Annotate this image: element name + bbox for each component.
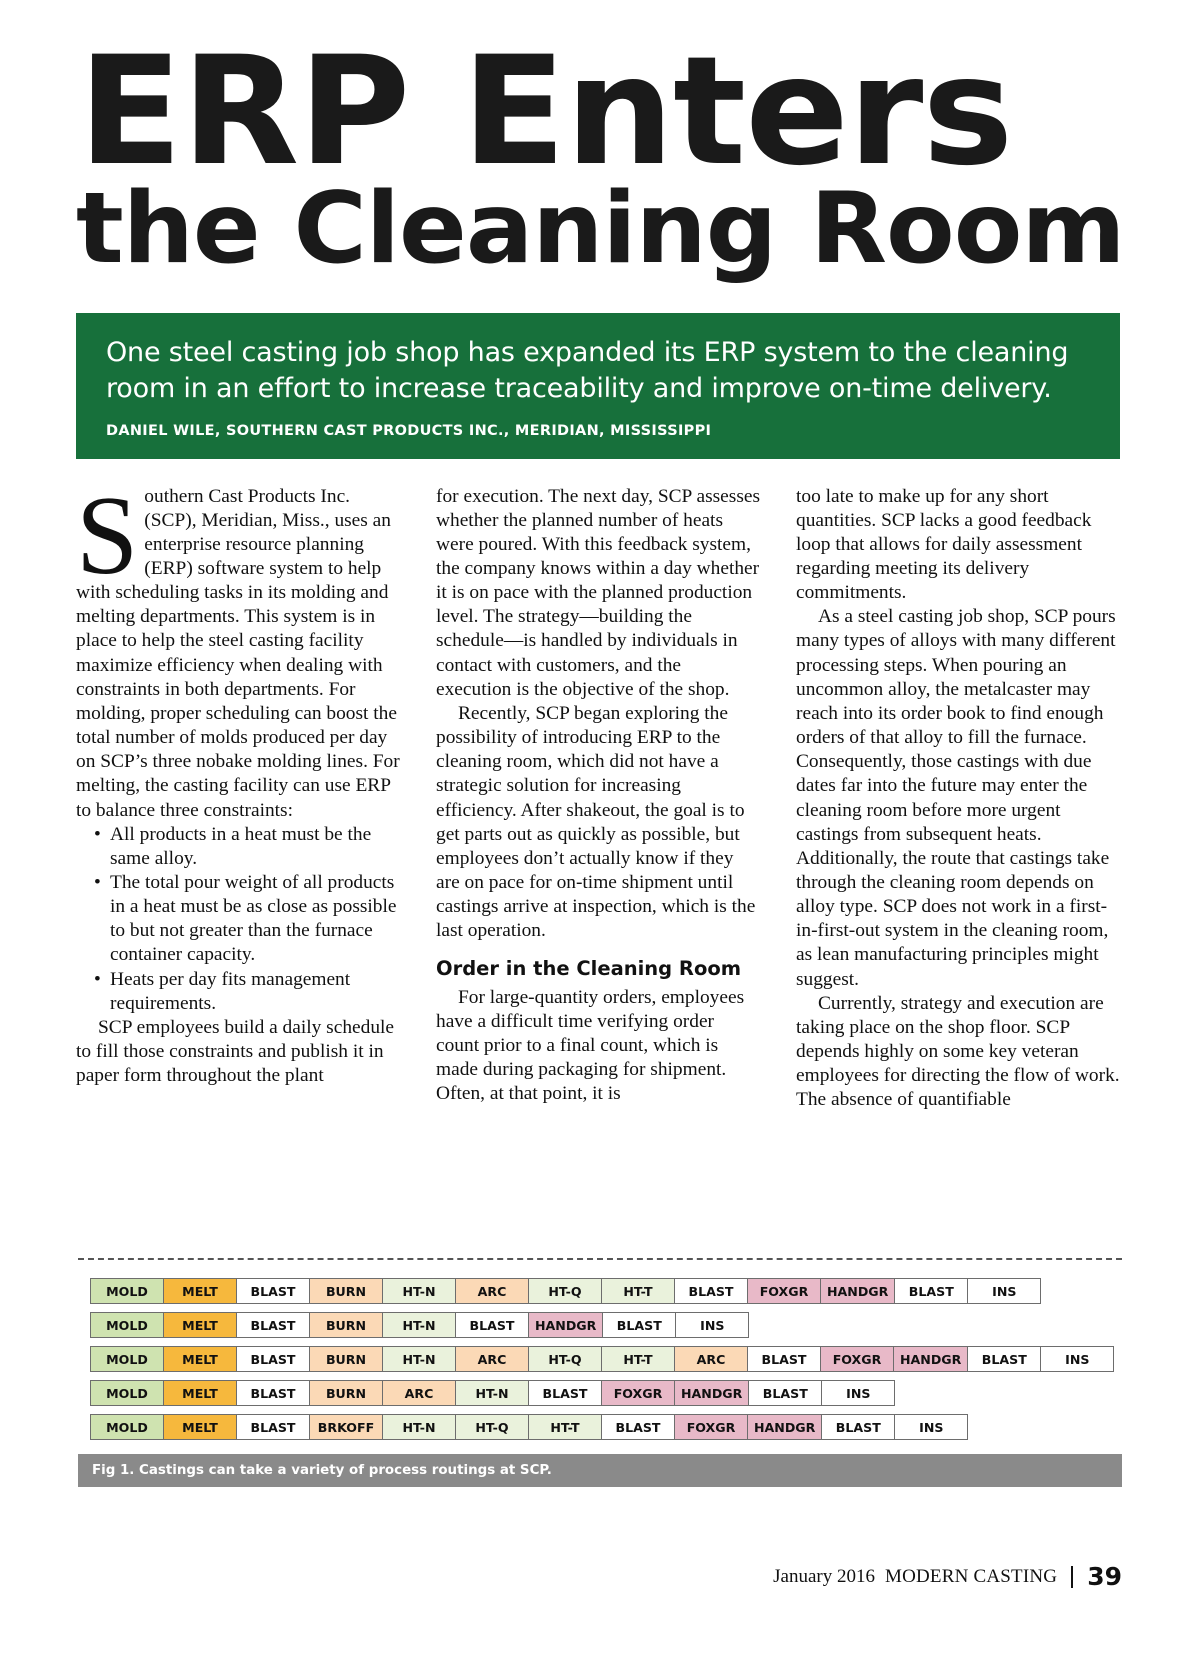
process-step-cell: MOLD [90,1414,164,1440]
column-3 [796,485,1120,1113]
process-step-cell: MELT [163,1346,237,1372]
routing-row [90,1380,1122,1406]
paragraph: For large-quantity orders, employees have a difficult time verifying order count prior to a final count, which is made during packaging for shipment. Often, at that point, it is [436,986,745,1105]
routing-row [90,1414,1122,1440]
paragraph: Recently, SCP began exploring the possibility of introducing ERP to the cleaning room, which did not have a strategic solution for increasing efficiency. After shakeout, the goal is to get parts out as quickly as possible, but employees don’t actually know if they are on pace for on-time shipment until castings arrive at inspection, which is the last operation. [436,702,756,942]
process-step-cell: MELT [163,1414,237,1440]
paragraph: too late to make up for any short quantities. SCP lacks a good feedback loop that allows for daily assessment regarding meeting its delivery commitments. [796,485,1092,604]
article-body [76,473,1120,1113]
deck-banner [76,313,1120,458]
process-step-cell: MOLD [90,1380,164,1406]
process-step-cell: HT-N [382,1346,456,1372]
list-item: • All products in a heat must be the same alloy. [88,823,400,871]
byline: DANIEL WILE, SOUTHERN CAST PRODUCTS INC., MERIDIAN, MISSISSIPPI [106,422,712,439]
process-step-cell: ARC [455,1278,529,1304]
process-step-cell: HANDGR [820,1278,895,1304]
process-step-cell: BLAST [236,1380,310,1406]
process-step-cell: BLAST [602,1312,676,1338]
page-footer [773,1562,1122,1591]
process-step-cell: FOXGR [674,1414,748,1440]
list-item: • The total pour weight of all products in a heat must be as close as possible to but not greater than the furnace container capacity. [88,871,400,968]
routing-row [90,1312,1122,1338]
process-step-cell: BURN [309,1380,383,1406]
process-step-cell: HT-Q [528,1278,602,1304]
process-step-cell: BURN [309,1312,383,1338]
process-step-cell: BLAST [601,1414,675,1440]
process-step-cell: MOLD [90,1278,164,1304]
title-line-1: ERP Enters [78,25,1013,199]
figure-1 [78,1258,1122,1487]
section-subhead: Order in the Cleaning Room [436,957,742,981]
process-step-cell: INS [675,1312,749,1338]
process-step-cell: BLAST [236,1346,310,1372]
dashed-divider [78,1258,1122,1260]
process-step-cell: HANDGR [747,1414,822,1440]
process-routing-diagram [78,1278,1122,1440]
process-step-cell: BURN [309,1346,383,1372]
process-step-cell: HANDGR [893,1346,968,1372]
paragraph: Currently, strategy and execution are taking place on the shop floor. SCP depends highly on some key veteran employees for directing the flow of work. The absence of quantifiable [796,992,1120,1111]
process-step-cell: MOLD [90,1346,164,1372]
process-step-cell: MELT [163,1312,237,1338]
process-step-cell: HT-T [601,1278,675,1304]
paragraph-text: outhern Cast Products Inc. (SCP), Meridian, Miss., uses an enterprise resource planning (ERP) software system to help with scheduling tasks in its molding and melting departments. This system is in place to help the steel casting facility maximize efficiency when dealing with constraints in both departments. For molding, proper scheduling can boost the total number of molds produced per day on SCP’s three nobake molding lines. For melting, the casting facility can use ERP to balance three constraints: [76,485,400,821]
page-title [76,0,1125,286]
process-step-cell: BLAST [236,1312,310,1338]
process-step-cell: HT-N [455,1380,529,1406]
process-step-cell: MELT [163,1278,237,1304]
paragraph: SCP employees build a daily schedule to fill those constraints and publish it in paper form throughout the plant [76,1016,395,1087]
deck-text: One steel casting job shop has expanded its ERP system to the cleaning room in an effort to increase traceability and improve on-time delivery. [106,337,1069,404]
process-step-cell: BLAST [236,1414,310,1440]
process-step-cell: FOXGR [820,1346,894,1372]
process-step-cell: HT-Q [455,1414,529,1440]
magazine-name: MODERN CASTING [884,1565,1058,1587]
column-1 [76,473,400,1113]
process-step-cell: HT-N [382,1414,456,1440]
paragraph: for execution. The next day, SCP assesses whether the planned number of heats were poured. With this feedback system, the company knows within a day whether it is on pace with the planned production level. The strategy—building the schedule—is handled by individuals in contact with customers, and the execution is the objective of the shop. [436,485,761,700]
routing-row [90,1346,1122,1372]
process-step-cell: BLAST [455,1312,529,1338]
process-step-cell: INS [967,1278,1041,1304]
process-step-cell: HANDGR [528,1312,603,1338]
process-step-cell: HT-T [601,1346,675,1372]
process-step-cell: HT-N [382,1312,456,1338]
process-step-cell: ARC [382,1380,456,1406]
process-step-cell: BRKOFF [309,1414,383,1440]
process-step-cell: INS [1040,1346,1114,1372]
process-step-cell: HT-N [382,1278,456,1304]
process-step-cell: INS [821,1380,895,1406]
process-step-cell: BLAST [528,1380,602,1406]
figure-caption: Fig 1. Castings can take a variety of process routings at SCP. [78,1454,1122,1487]
drop-cap: S [76,473,139,598]
paragraph [76,473,400,823]
page-number: 39 [1087,1562,1122,1591]
column-2 [436,485,760,1113]
routing-row [90,1278,1122,1304]
process-step-cell: HT-Q [528,1346,602,1372]
process-step-cell: MOLD [90,1312,164,1338]
issue-date: January 2016 [773,1565,875,1587]
process-step-cell: BURN [309,1278,383,1304]
process-step-cell: HANDGR [674,1380,749,1406]
process-step-cell: HT-T [528,1414,602,1440]
paragraph: As a steel casting job shop, SCP pours many types of alloys with many different processing steps. When pouring an uncommon alloy, the metalcaster may reach into its order book to find enough orders of that alloy to fill the furnace. Consequently, those castings with due dates far into the future may enter the cleaning room before more urgent castings from subsequent heats. Additionally, the route that castings take through the cleaning room depends on alloy type. SCP does not work in a first-in-first-out system in the cleaning room, as lean manufacturing principles might suggest. [796,606,1116,990]
title-line-2: the Cleaning Room [76,172,1125,286]
list-item: • Heats per day fits management requirements. [88,968,400,1016]
process-step-cell: BLAST [674,1278,748,1304]
process-step-cell: ARC [455,1346,529,1372]
process-step-cell: FOXGR [601,1380,675,1406]
process-step-cell: BLAST [967,1346,1041,1372]
process-step-cell: BLAST [747,1346,821,1372]
process-step-cell: BLAST [894,1278,968,1304]
footer-divider [1071,1566,1073,1588]
process-step-cell: MELT [163,1380,237,1406]
process-step-cell: BLAST [821,1414,895,1440]
process-step-cell: BLAST [748,1380,822,1406]
process-step-cell: INS [894,1414,968,1440]
constraints-list [76,823,400,1016]
process-step-cell: BLAST [236,1278,310,1304]
process-step-cell: FOXGR [747,1278,821,1304]
process-step-cell: ARC [674,1346,748,1372]
